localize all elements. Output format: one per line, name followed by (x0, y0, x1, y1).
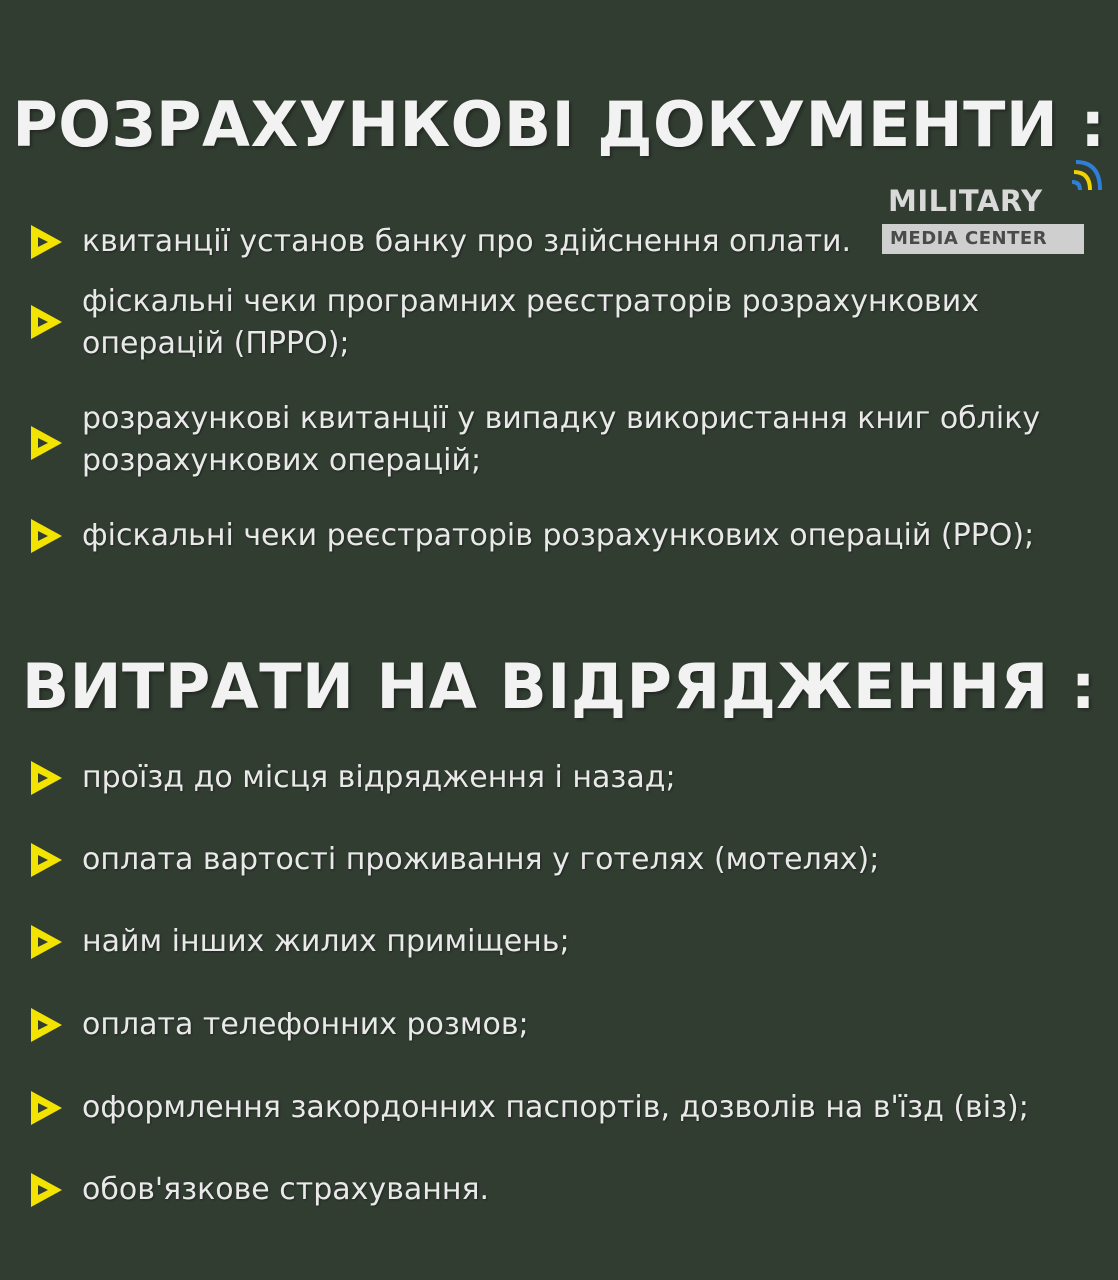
doc-item-2-line-2: операцій (ПРРО); (82, 326, 350, 361)
trip-item-4-text: оплата телефонних розмов; (82, 1007, 529, 1042)
doc-item-1-line-1: квитанції установ банку про здійснення оплати. (82, 224, 852, 259)
play-arrow-outline-icon (24, 514, 68, 558)
doc-item-2-line-1: фіскальні чеки програмних реєстраторів розрахункових (82, 284, 979, 319)
play-arrow-outline-icon (24, 1168, 68, 1212)
doc-item-4-line-1: фіскальні чеки реєстраторів розрахункових операцій (РРО); (82, 518, 1035, 553)
logo-line-military: MILITARY (888, 184, 1043, 218)
trip-item-2-text: оплата вартості проживання у готелях (мотелях); (82, 842, 880, 877)
play-arrow-outline-icon (24, 756, 68, 800)
section-2-heading: ВИТРАТИ НА ВІДРЯДЖЕННЯ : (21, 650, 1097, 723)
trip-item-1-text: проїзд до місця відрядження і назад; (82, 760, 676, 795)
doc-item-3-line-1: розрахункові квитанції у випадку використання книг обліку (82, 401, 1041, 436)
play-arrow-outline-icon (24, 838, 68, 882)
logo-line-media-center: MEDIA CENTER (890, 228, 1048, 249)
play-arrow-outline-icon (24, 421, 68, 465)
play-arrow-outline-icon (24, 920, 68, 964)
section-1-heading: РОЗРАХУНКОВІ ДОКУМЕНТИ : (12, 88, 1106, 161)
play-arrow-outline-icon (24, 1086, 68, 1130)
play-arrow-outline-icon (24, 300, 68, 344)
doc-item-3-line-2: розрахункових операцій; (82, 443, 482, 478)
trip-item-6-text: обов'язкове страхування. (82, 1172, 490, 1207)
play-arrow-outline-icon (24, 220, 68, 264)
trip-item-3-text: найм інших жилих приміщень; (82, 924, 570, 959)
trip-item-5-text: оформлення закордонних паспортів, дозволів на в'їзд (віз); (82, 1090, 1029, 1125)
signal-waves-icon (1068, 160, 1108, 204)
play-arrow-outline-icon (24, 1003, 68, 1047)
